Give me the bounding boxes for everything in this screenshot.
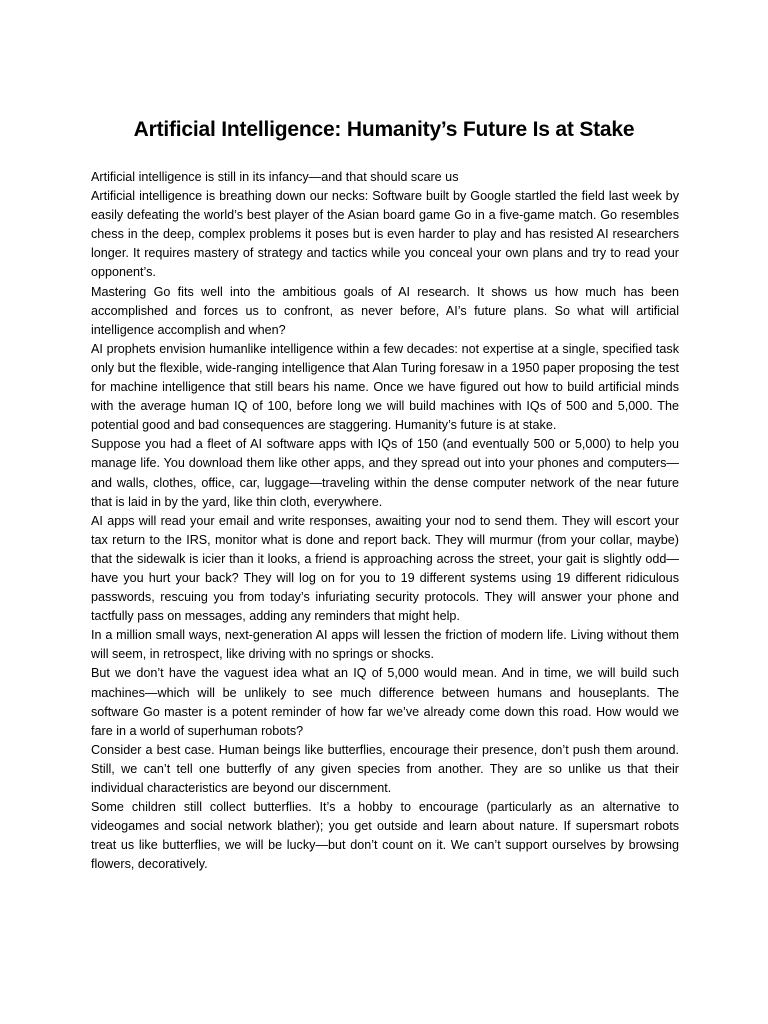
paragraph: But we don’t have the vaguest idea what an IQ of 5,000 would mean. And in time, we will build such machines—which will be unlikely to see much difference between humans and houseplants. The software Go master is a potent reminder of how far we’ve already come down this road. How would we fare in a world of superhuman robots?: [91, 666, 679, 738]
paragraph: AI prophets envision humanlike intelligence within a few decades: not expertise at a single, specified task only but the flexible, wide-ranging intelligence that Alan Turing foresaw in a 1950 paper proposing the test for machine intelligence that still bears his name. Once we have figured out how to build artificial minds with the average human IQ of 100, before long we will build machines with IQs of 500 and 5,000. The potential good and bad consequences are staggering. Humanity’s future is at stake.: [91, 341, 679, 433]
paragraph: Mastering Go fits well into the ambitious goals of AI research. It shows us how much has been accomplished and forces us to confront, as never before, AI’s future plans. So what will artificial intelligence accomplish and when?: [91, 284, 679, 337]
paragraph: AI apps will read your email and write responses, awaiting your nod to send them. They will escort your tax return to the IRS, monitor what is done and report back. They will murmur (from your collar, maybe) that the sidewalk is icier than it looks, a friend is approaching across the street, your gait is slightly odd—have you hurt your back? They will log on for you to 19 different systems using 19 different ridiculous passwords, rescuing you from today’s infuriating security protocols. They will answer your phone and tactfully pass on messages, adding any reminders that might help.: [91, 513, 679, 624]
paragraph-subtitle: Artificial intelligence is still in its infancy—and that should scare us: [91, 170, 459, 184]
paragraph: Consider a best case. Human beings like butterflies, encourage their presence, don’t push them around. Still, we can’t tell one butterfly of any given species from another. They are so unlike us that their individual characteristics are beyond our discernment.: [91, 742, 679, 795]
document-body: [91, 168, 679, 874]
paragraph: In a million small ways, next-generation AI apps will lessen the friction of modern life. Living without them will seem, in retrospect, like driving with no springs or shocks.: [91, 628, 679, 662]
paragraph: Suppose you had a fleet of AI software apps with IQs of 150 (and eventually 500 or 5,000) to help you manage life. You download them like other apps, and they spread out into your phones and computers—and walls, clothes, office, car, luggage—traveling within the dense computer network of the near future that is laid in by the yard, like thin cloth, everywhere.: [91, 437, 679, 509]
paragraph: Some children still collect butterflies. It’s a hobby to encourage (particularly as an alternative to videogames and social network blather); you get outside and learn about nature. If supersmart robots treat us like butterflies, we will be lucky—but don’t count on it. We can’t support ourselves by browsing flowers, decoratively.: [91, 800, 679, 872]
document-title: Artificial Intelligence: Humanity’s Future Is at Stake: [133, 118, 635, 141]
paragraph: Artificial intelligence is breathing down our necks: Software built by Google startled the field last week by easily defeating the world’s best player of the Asian board game Go in a five-game match. Go resembles chess in the deep, complex problems it poses but is even harder to play and has resisted AI researchers longer. It requires mastery of strategy and tactics while you conceal your own plans and try to read your opponent’s.: [91, 189, 679, 280]
